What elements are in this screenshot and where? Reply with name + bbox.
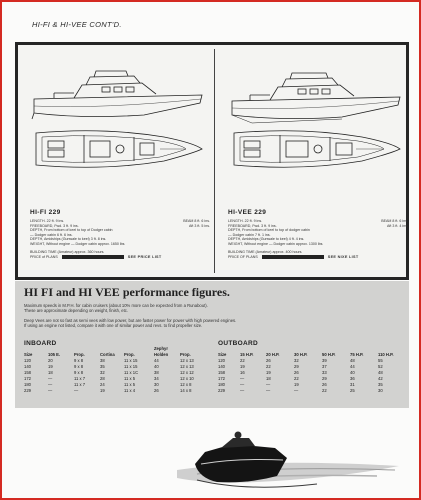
inboard-heading: INBOARD bbox=[24, 340, 57, 347]
table-cell: 42 bbox=[378, 376, 383, 381]
table-cell: 120 bbox=[218, 358, 225, 363]
price-note: SEE PRICE LIST bbox=[127, 255, 162, 260]
table-cell: 11 x 15 bbox=[124, 358, 138, 363]
table-cell: 11 x 1C bbox=[124, 370, 139, 375]
column-header: 15 H.P. bbox=[240, 352, 254, 357]
table-cell: 26 bbox=[154, 388, 159, 393]
table-cell: 25 bbox=[350, 388, 355, 393]
hi-fi-profile-view bbox=[32, 71, 202, 119]
price-row bbox=[228, 255, 408, 260]
model-name: HI-VEE 229 bbox=[228, 209, 267, 216]
spec-label: WEIGHT, Without engine — Dodger cabin approx. 1300 lbs. bbox=[228, 241, 324, 246]
table-cell: 31 bbox=[350, 382, 355, 387]
table-cell: 158 bbox=[24, 370, 31, 375]
table-cell: 20 bbox=[48, 358, 53, 363]
table-cell: 44 bbox=[154, 358, 159, 363]
table-cell: — bbox=[48, 382, 53, 387]
price-redaction-bar bbox=[262, 255, 324, 259]
table-cell: 37 bbox=[322, 364, 327, 369]
table-cell: 229 bbox=[24, 388, 31, 393]
column-header: 20 H.P. bbox=[266, 352, 280, 357]
column-header-top: Zephyr bbox=[154, 346, 168, 351]
page-header: HI-FI & HI-VEE CONT'D. bbox=[32, 20, 122, 29]
table-cell: 48 bbox=[378, 370, 383, 375]
table-cell: 12 x 8 bbox=[180, 382, 192, 387]
table-cell: 229 bbox=[218, 388, 225, 393]
spec-value: BEAM 8 ft. 6 ins. bbox=[183, 219, 210, 223]
table-cell: 34 bbox=[154, 376, 159, 381]
table-cell: 14 x 8 bbox=[180, 388, 192, 393]
table-cell: — bbox=[74, 388, 79, 393]
table-column bbox=[100, 352, 115, 394]
spec-label: DEPTH, Amidships (Gunwale to keel) 4 ft. 4 ins. bbox=[228, 237, 305, 242]
table-cell: 40 bbox=[350, 370, 355, 375]
table-column bbox=[350, 352, 363, 394]
table-cell: 44 bbox=[350, 364, 355, 369]
spec-value bbox=[405, 242, 408, 247]
price-label: PRICE of PLANS bbox=[30, 255, 58, 260]
price-row bbox=[30, 255, 210, 260]
column-header: Cortina bbox=[100, 352, 115, 357]
hi-fi-plan bbox=[20, 45, 214, 277]
spec-block bbox=[228, 219, 408, 260]
table-cell: 180 bbox=[24, 382, 31, 387]
boat-photo bbox=[137, 418, 402, 498]
spec-label: — Dodger cabin 6 ft. 6 ins. bbox=[30, 232, 73, 237]
table-cell: 32 bbox=[294, 358, 299, 363]
performance-note: Maximum speeds in M.P.H. for cabin cruisers (about 10% more can be expected from a Runabout). bbox=[24, 303, 208, 308]
table-cell: 24 bbox=[100, 382, 105, 387]
column-header: 50 H.P. bbox=[322, 352, 336, 357]
table-cell: 19 bbox=[240, 364, 245, 369]
plans-panel-inner bbox=[18, 45, 406, 277]
table-cell: 19 bbox=[266, 370, 271, 375]
hi-fi-drawing bbox=[24, 49, 210, 173]
table-column bbox=[322, 352, 335, 394]
table-cell: 12 x 13 bbox=[180, 364, 194, 369]
hi-vee-profile-view bbox=[232, 73, 400, 123]
table-cell: 11 x 7 bbox=[74, 376, 86, 381]
table-cell: — bbox=[240, 382, 245, 387]
spec-label: WEIGHT, Without engine — Dodger cabin approx. 1650 lbs. bbox=[30, 241, 126, 246]
building-time-row bbox=[30, 250, 210, 255]
performance-note: If using an engine not listed, compare it with one of similar power and revs. to find propeller size. bbox=[24, 323, 203, 328]
table-cell: — bbox=[294, 388, 299, 393]
hi-fi-deck-plan bbox=[36, 131, 202, 168]
table-cell: 12 x 12 bbox=[180, 370, 194, 375]
column-header: 75 H.P. bbox=[350, 352, 364, 357]
table-cell: 36 bbox=[350, 376, 355, 381]
table-column bbox=[240, 352, 253, 394]
spec-value: BEAM 8 ft. 6 ins. bbox=[381, 219, 408, 223]
table-cell: 32 bbox=[100, 370, 105, 375]
spec-label: LENGTH. 22 ft. 9 ins. bbox=[228, 219, 263, 223]
table-column bbox=[48, 352, 60, 394]
price-label: PRICE OF PLANS bbox=[228, 255, 258, 260]
table-cell: 29 bbox=[322, 376, 327, 381]
hi-vee-drawing bbox=[222, 49, 408, 173]
table-cell: 38 bbox=[100, 358, 105, 363]
spec-row bbox=[228, 242, 408, 247]
table-cell: 40 bbox=[154, 364, 159, 369]
spec-row bbox=[30, 242, 210, 247]
table-cell: 30 bbox=[378, 388, 383, 393]
price-redaction-bar bbox=[62, 255, 124, 259]
column-header: 110 H.P. bbox=[378, 352, 394, 357]
table-column bbox=[266, 352, 279, 394]
table-cell: 22 bbox=[240, 358, 245, 363]
table-column bbox=[294, 352, 307, 394]
table-cell: — bbox=[240, 388, 245, 393]
table-cell: 9 x 8 bbox=[74, 358, 84, 363]
column-header: Prop. bbox=[124, 352, 135, 357]
performance-title: HI FI and HI VEE performance figures. bbox=[24, 285, 230, 299]
table-cell: 26 bbox=[322, 382, 327, 387]
plans-panel bbox=[15, 42, 409, 280]
table-cell: 12 x 10 bbox=[180, 376, 194, 381]
spec-label: FREEBOARD, Fwd. 3 ft. 9 ins. bbox=[228, 223, 277, 228]
table-cell: 19 bbox=[48, 364, 53, 369]
table-cell: 22 bbox=[322, 388, 327, 393]
table-cell: — bbox=[266, 382, 271, 387]
table-cell: 35 bbox=[100, 364, 105, 369]
hi-vee-deck-plan bbox=[234, 131, 400, 168]
column-header: Size bbox=[24, 352, 33, 357]
price-note: SEE NIXE LIST bbox=[327, 255, 359, 260]
spec-value bbox=[207, 242, 210, 247]
table-cell: 22 bbox=[266, 364, 271, 369]
table-cell: 180 bbox=[218, 382, 225, 387]
performance-note: Deep Vees are not so fast as semi vees with low power, but are faster power for power with high powered engines. bbox=[24, 318, 237, 323]
table-cell: 39 bbox=[322, 358, 327, 363]
building-time: BUILDING TIME (Amateur) approx. 360 hours. bbox=[30, 249, 105, 254]
table-cell: 33 bbox=[322, 370, 327, 375]
spec-label: DEPTH, Amidships (Gunwale to keel) 3 ft. 8 ins. bbox=[30, 237, 107, 242]
table-cell: 19 bbox=[100, 388, 105, 393]
table-cell: 172 bbox=[218, 376, 225, 381]
table-cell: 9 x 8 bbox=[74, 364, 84, 369]
spec-value: Aft 3 ft. 5 ins. bbox=[189, 223, 210, 228]
table-cell: — bbox=[240, 376, 245, 381]
table-column bbox=[124, 352, 138, 394]
column-header: Prop. bbox=[74, 352, 85, 357]
table-cell: 11 x 7 bbox=[74, 382, 86, 387]
table-cell: 55 bbox=[378, 358, 383, 363]
column-header: Holden bbox=[154, 352, 169, 357]
table-column bbox=[24, 352, 32, 394]
table-cell: 11 x 5 bbox=[124, 376, 136, 381]
column-header: Prop. bbox=[180, 352, 191, 357]
building-time-row bbox=[228, 250, 408, 255]
table-column bbox=[378, 352, 394, 394]
table-cell: 18 bbox=[266, 376, 271, 381]
table-cell: 11 x 5 bbox=[124, 382, 136, 387]
table-cell: 9 x 8 bbox=[74, 370, 84, 375]
table-cell: — bbox=[266, 388, 271, 393]
spec-value: Aft 3 ft. 4 ins. bbox=[387, 223, 408, 228]
table-cell: 16 bbox=[240, 370, 245, 375]
table-cell: — bbox=[48, 376, 53, 381]
table-cell: 158 bbox=[218, 370, 225, 375]
column-header: 105 E. bbox=[48, 352, 61, 357]
table-cell: 26 bbox=[294, 370, 299, 375]
performance-section bbox=[15, 281, 409, 408]
table-column bbox=[154, 346, 169, 394]
table-column bbox=[74, 352, 85, 394]
table-cell: 11 x 15 bbox=[124, 364, 138, 369]
spec-block bbox=[30, 219, 210, 260]
plans-divider bbox=[214, 49, 215, 273]
column-header: Size bbox=[218, 352, 227, 357]
boat-hull bbox=[195, 432, 287, 483]
table-cell: 48 bbox=[350, 358, 355, 363]
hi-vee-plan bbox=[218, 45, 412, 277]
table-cell: 11 x 4 bbox=[124, 388, 136, 393]
table-cell: 26 bbox=[266, 358, 271, 363]
outboard-heading: OUTBOARD bbox=[218, 340, 258, 347]
table-cell: — bbox=[48, 388, 53, 393]
table-cell: 19 bbox=[294, 382, 299, 387]
column-header: 30 H.P. bbox=[294, 352, 308, 357]
table-cell: 12 x 13 bbox=[180, 358, 194, 363]
table-column bbox=[218, 352, 226, 394]
performance-note: These are approximate depending on weight, finish, etc. bbox=[24, 308, 129, 313]
spec-label: — Dodger cabin 7 ft. 1 ins. bbox=[228, 232, 271, 237]
table-cell: 52 bbox=[378, 364, 383, 369]
table-cell: 22 bbox=[294, 376, 299, 381]
table-cell: 120 bbox=[24, 358, 31, 363]
building-time: BUILDING TIME (Amateur) approx. 400 hours. bbox=[228, 249, 303, 254]
model-name: HI-FI 229 bbox=[30, 209, 61, 216]
spec-label: FREEBOARD, Fwd. 3 ft. 9 ins. bbox=[30, 223, 79, 228]
table-cell: 38 bbox=[154, 370, 159, 375]
table-cell: 28 bbox=[100, 376, 105, 381]
table-column bbox=[180, 352, 194, 394]
spec-label: LENGTH. 22 ft. 9 ins. bbox=[30, 219, 65, 223]
table-cell: 18 bbox=[48, 370, 53, 375]
spec-label: DEPTH, From bottom of keel to top of Dodger cabin bbox=[30, 228, 113, 233]
table-cell: 140 bbox=[218, 364, 225, 369]
spec-label: DEPTH, From bottom of keel to top of dodger cabin bbox=[228, 228, 310, 233]
table-cell: 29 bbox=[294, 364, 299, 369]
table-cell: 30 bbox=[154, 382, 159, 387]
table-cell: 172 bbox=[24, 376, 31, 381]
table-cell: 35 bbox=[378, 382, 383, 387]
table-cell: 140 bbox=[24, 364, 31, 369]
